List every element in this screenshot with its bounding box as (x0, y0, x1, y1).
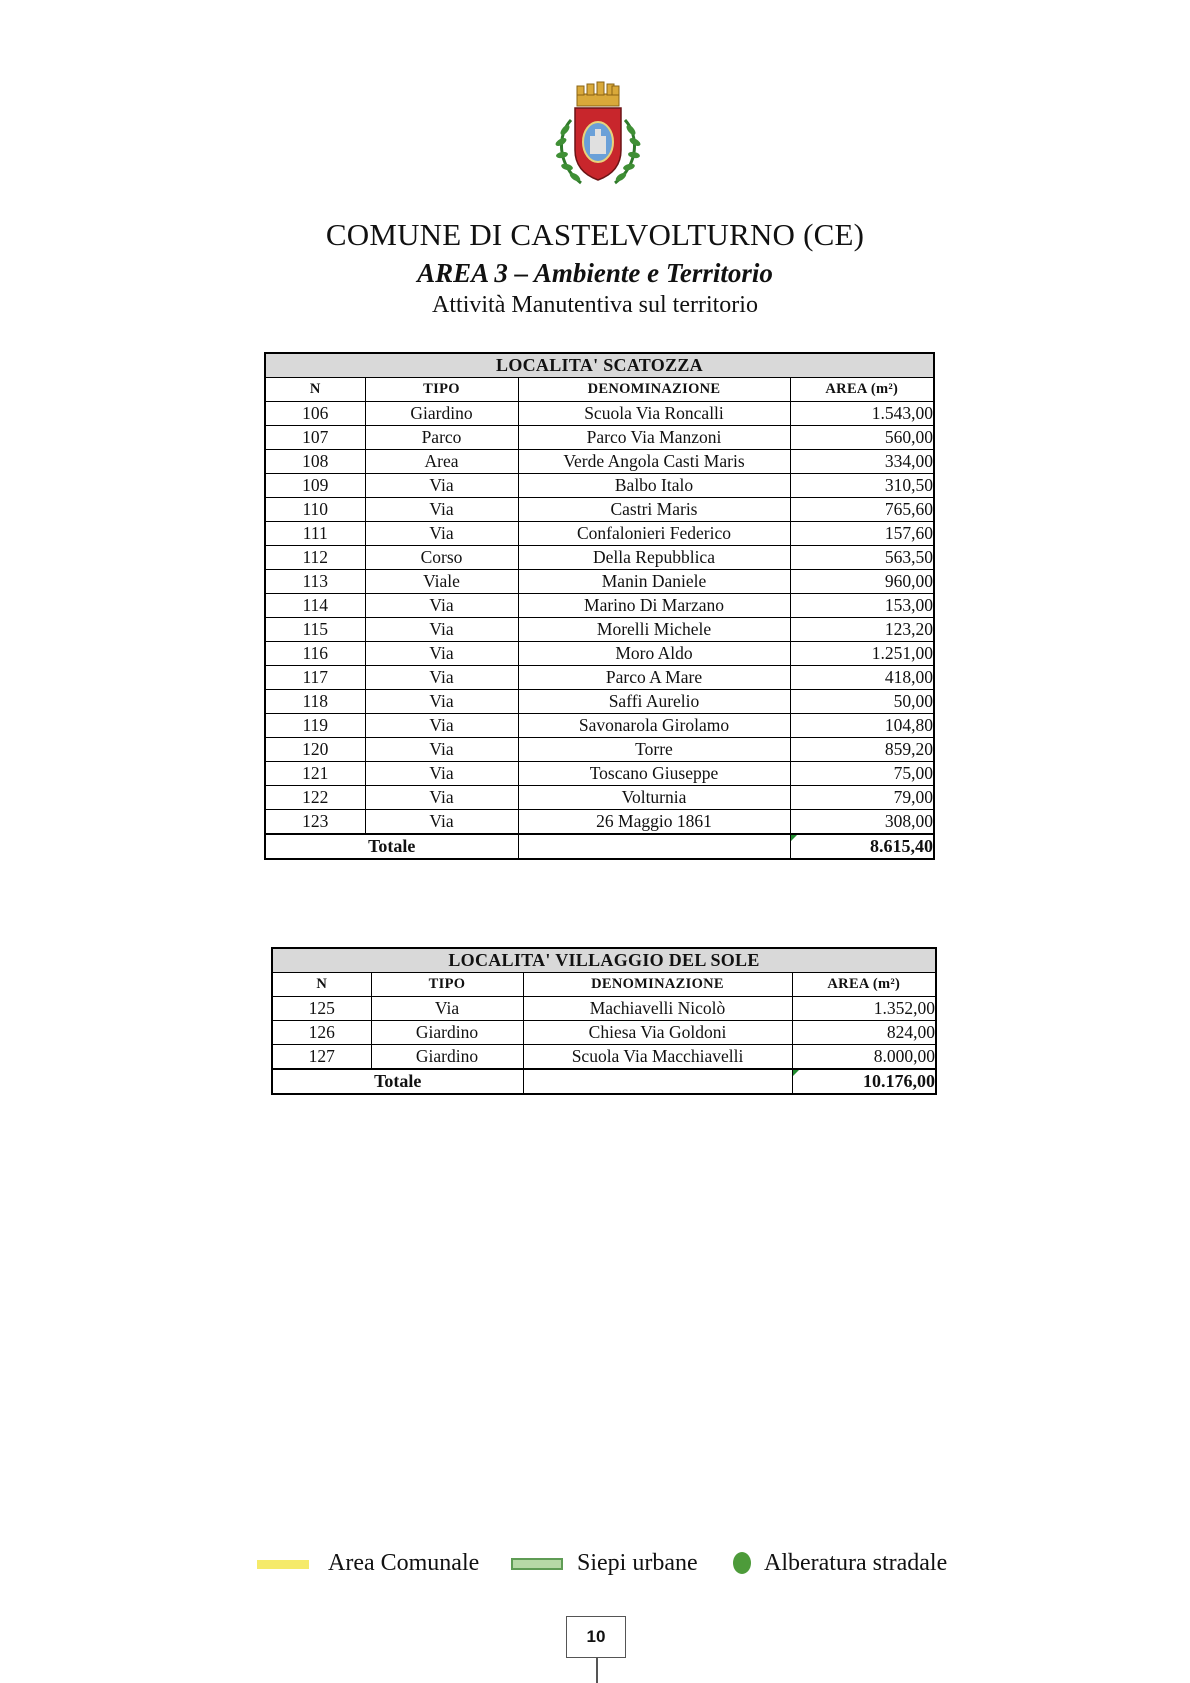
table-row (265, 546, 934, 570)
column-header-tipo: TIPO (371, 973, 523, 997)
cell-area: 1.352,00 (792, 997, 936, 1021)
cell-area: 104,80 (790, 714, 934, 738)
cell-n: 121 (265, 762, 365, 786)
table-scatozza (264, 352, 935, 860)
municipal-crest-logo (551, 80, 645, 190)
cell-n: 111 (265, 522, 365, 546)
table-row (265, 810, 934, 835)
cell-n: 108 (265, 450, 365, 474)
cell-denominazione: 26 Maggio 1861 (518, 810, 790, 835)
cell-area: 563,50 (790, 546, 934, 570)
cell-denominazione: Della Repubblica (518, 546, 790, 570)
cell-area: 1.543,00 (790, 402, 934, 426)
area-comunale-swatch-icon (257, 1560, 309, 1569)
table-row (265, 714, 934, 738)
total-value: 10.176,00 (863, 1071, 936, 1091)
cell-tipo: Via (365, 690, 518, 714)
table-row (265, 402, 934, 426)
column-header-n: N (272, 973, 371, 997)
cell-denominazione: Parco A Mare (518, 666, 790, 690)
table-row (265, 642, 934, 666)
total-empty-cell (523, 1069, 792, 1094)
cell-area: 1.251,00 (790, 642, 934, 666)
cell-n: 114 (265, 594, 365, 618)
cell-tipo: Giardino (365, 402, 518, 426)
table-villaggio-del-sole (271, 947, 937, 1095)
legend-label-alberatura-stradale: Alberatura stradale (764, 1550, 948, 1576)
column-header-area: AREA (m²) (790, 378, 934, 402)
legend-label-siepi-urbane: Siepi urbane (577, 1550, 698, 1576)
cell-denominazione: Moro Aldo (518, 642, 790, 666)
cell-area: 334,00 (790, 450, 934, 474)
cell-tipo: Via (365, 738, 518, 762)
cell-area: 859,20 (790, 738, 934, 762)
total-value: 8.615,40 (870, 836, 934, 856)
table-row (265, 762, 934, 786)
department-subtitle: AREA 3 – Ambiente e Territorio (417, 258, 773, 288)
table-row (272, 1045, 936, 1070)
siepi-urbane-swatch-icon (511, 1558, 563, 1570)
cell-area: 310,50 (790, 474, 934, 498)
cell-denominazione: Morelli Michele (518, 618, 790, 642)
cell-n: 113 (265, 570, 365, 594)
cell-denominazione: Toscano Giuseppe (518, 762, 790, 786)
cell-n: 107 (265, 426, 365, 450)
cell-denominazione: Marino Di Marzano (518, 594, 790, 618)
cell-n: 109 (265, 474, 365, 498)
cell-denominazione: Manin Daniele (518, 570, 790, 594)
cell-tipo: Via (365, 762, 518, 786)
cell-tipo: Giardino (371, 1021, 523, 1045)
cell-denominazione: Machiavelli Nicolò (523, 997, 792, 1021)
document-caption: Attività Manutentiva sul territorio (432, 292, 758, 318)
cell-area: 824,00 (792, 1021, 936, 1045)
cell-area: 75,00 (790, 762, 934, 786)
cell-denominazione: Scuola Via Roncalli (518, 402, 790, 426)
cell-tipo: Via (365, 810, 518, 835)
cell-denominazione: Castri Maris (518, 498, 790, 522)
cell-tipo: Viale (365, 570, 518, 594)
cell-n: 127 (272, 1045, 371, 1070)
column-header-denominazione: DENOMINAZIONE (523, 973, 792, 997)
cell-area: 418,00 (790, 666, 934, 690)
total-label: Totale (272, 1069, 523, 1094)
cell-tipo: Via (365, 594, 518, 618)
cell-area: 308,00 (790, 810, 934, 835)
table-row (272, 1021, 936, 1045)
total-label: Totale (265, 834, 518, 859)
table-row (265, 570, 934, 594)
cell-n: 115 (265, 618, 365, 642)
cell-denominazione: Balbo Italo (518, 474, 790, 498)
cell-denominazione: Confalonieri Federico (518, 522, 790, 546)
cell-area: 79,00 (790, 786, 934, 810)
table-row (265, 474, 934, 498)
table-row (272, 997, 936, 1021)
cell-area: 765,60 (790, 498, 934, 522)
cell-tipo: Via (365, 786, 518, 810)
column-header-denominazione: DENOMINAZIONE (518, 378, 790, 402)
cell-denominazione: Torre (518, 738, 790, 762)
legend (0, 1546, 1190, 1586)
column-header-tipo: TIPO (365, 378, 518, 402)
cell-tipo: Via (365, 666, 518, 690)
location-heading: LOCALITA' SCATOZZA (265, 353, 934, 378)
cell-denominazione: Chiesa Via Goldoni (523, 1021, 792, 1045)
cell-tipo: Via (365, 498, 518, 522)
table-row (265, 426, 934, 450)
table-row (265, 522, 934, 546)
cell-n: 106 (265, 402, 365, 426)
page-number: 10 (566, 1616, 626, 1658)
cell-n: 119 (265, 714, 365, 738)
cell-area: 157,60 (790, 522, 934, 546)
cell-tipo: Via (365, 474, 518, 498)
cell-denominazione: Parco Via Manzoni (518, 426, 790, 450)
cell-n: 126 (272, 1021, 371, 1045)
cell-n: 123 (265, 810, 365, 835)
cell-tipo: Area (365, 450, 518, 474)
cell-area: 560,00 (790, 426, 934, 450)
cell-denominazione: Scuola Via Macchiavelli (523, 1045, 792, 1070)
total-row (265, 834, 934, 859)
cell-tipo: Via (371, 997, 523, 1021)
legend-label-area-comunale: Area Comunale (328, 1550, 480, 1576)
table-row (265, 618, 934, 642)
cell-area: 960,00 (790, 570, 934, 594)
cell-tipo: Via (365, 714, 518, 738)
total-row (272, 1069, 936, 1094)
cell-denominazione: Volturnia (518, 786, 790, 810)
table-row (265, 666, 934, 690)
cell-area: 123,20 (790, 618, 934, 642)
cell-tipo: Via (365, 642, 518, 666)
column-header-n: N (265, 378, 365, 402)
table-row (265, 690, 934, 714)
tree-dot-icon (733, 1552, 751, 1574)
cell-tipo: Via (365, 618, 518, 642)
cell-tipo: Parco (365, 426, 518, 450)
total-value-cell (790, 834, 934, 859)
document-title: COMUNE DI CASTELVOLTURNO (CE) (325, 217, 865, 252)
cell-area: 50,00 (790, 690, 934, 714)
cell-tipo: Corso (365, 546, 518, 570)
location-heading: LOCALITA' VILLAGGIO DEL SOLE (272, 948, 936, 973)
cell-denominazione: Saffi Aurelio (518, 690, 790, 714)
table-row (265, 738, 934, 762)
table-row (265, 786, 934, 810)
cell-area: 8.000,00 (792, 1045, 936, 1070)
table-row (265, 450, 934, 474)
cell-n: 116 (265, 642, 365, 666)
cell-n: 112 (265, 546, 365, 570)
cell-n: 118 (265, 690, 365, 714)
total-value-cell (792, 1069, 936, 1094)
page-number-line (596, 1658, 598, 1683)
column-header-area: AREA (m²) (792, 973, 936, 997)
cell-denominazione: Verde Angola Casti Maris (518, 450, 790, 474)
cell-n: 122 (265, 786, 365, 810)
cell-n: 110 (265, 498, 365, 522)
cell-denominazione: Savonarola Girolamo (518, 714, 790, 738)
cell-comment-marker-icon (793, 1070, 799, 1076)
cell-tipo: Giardino (371, 1045, 523, 1070)
cell-n: 120 (265, 738, 365, 762)
table-row (265, 594, 934, 618)
cell-tipo: Via (365, 522, 518, 546)
total-empty-cell (518, 834, 790, 859)
cell-comment-marker-icon (791, 835, 797, 841)
cell-n: 117 (265, 666, 365, 690)
table-row (265, 498, 934, 522)
cell-n: 125 (272, 997, 371, 1021)
cell-area: 153,00 (790, 594, 934, 618)
